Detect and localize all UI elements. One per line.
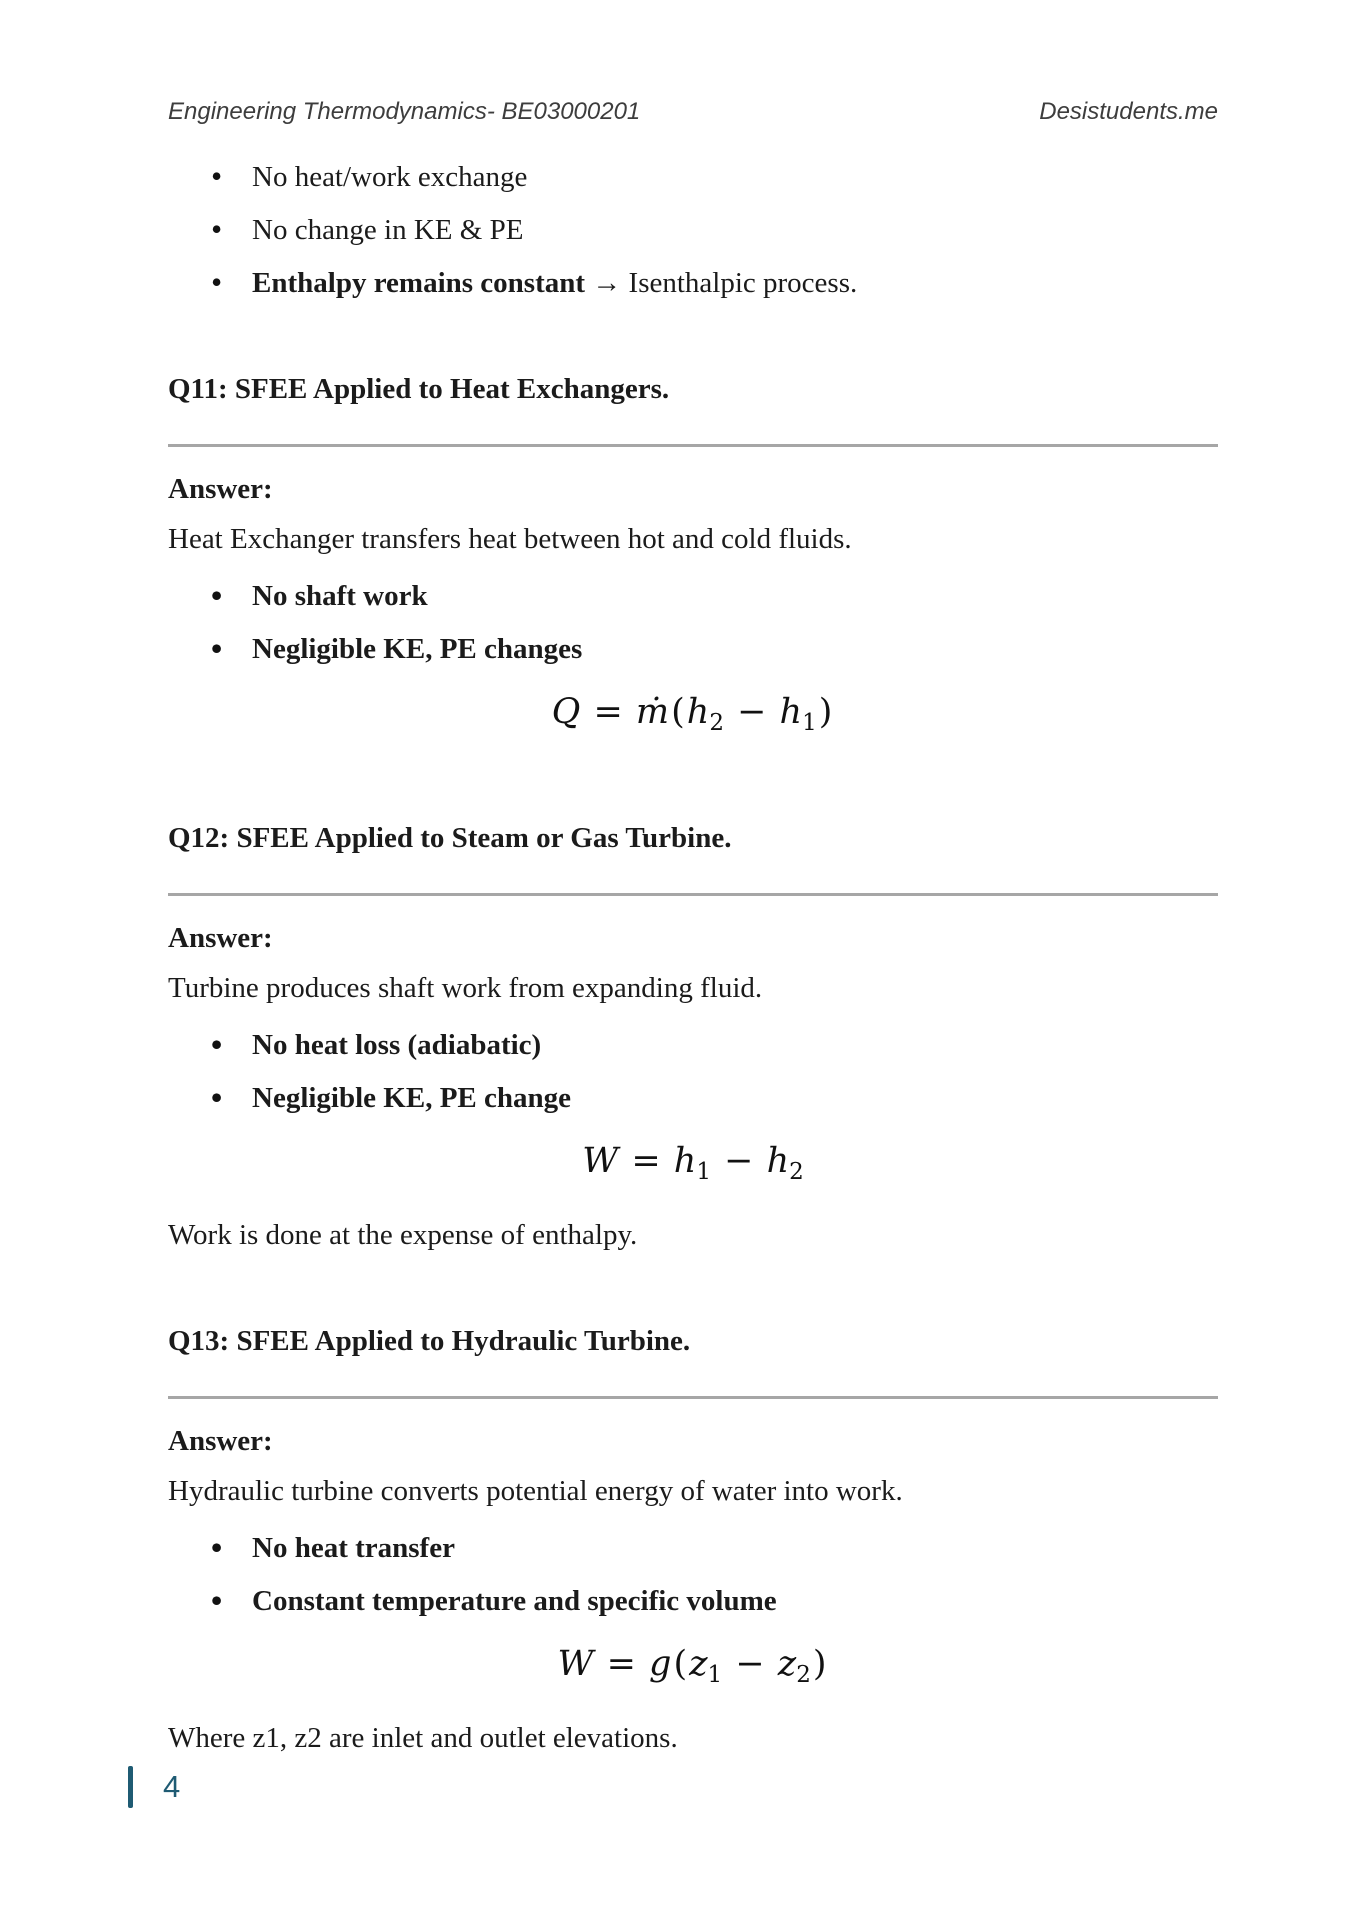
page-footer [128, 1766, 180, 1808]
formula-part: ) [818, 692, 833, 732]
bullet-text: Negligible KE, PE changes [252, 633, 583, 665]
formula-part: h [779, 692, 803, 732]
answer-bullet-list [168, 581, 1218, 664]
list-item [168, 268, 1218, 298]
formula-part: − [712, 1141, 765, 1181]
formula-part: g [649, 1644, 672, 1684]
answer-label: Answer: [168, 473, 273, 505]
bullet-text: No heat/work exchange [252, 161, 528, 193]
bullet-text: No change in KE & PE [252, 214, 524, 246]
list-item [168, 1586, 1218, 1616]
header-site-name: Desistudents.me [1039, 98, 1218, 125]
bullet-text: Negligible KE, PE change [252, 1082, 571, 1114]
formula-part: ) [812, 1644, 827, 1684]
formula-part: Q [551, 692, 581, 732]
formula-subscript: 1 [707, 1662, 723, 1688]
section-divider [168, 444, 1218, 447]
answer-label: Answer: [168, 922, 273, 954]
page-number-accent-bar [128, 1766, 133, 1808]
formula-subscript: 2 [796, 1662, 811, 1688]
formula-part: h [766, 1141, 790, 1181]
question-heading: Q11: SFEE Applied to Heat Exchangers. [168, 373, 670, 405]
section-q12 [168, 823, 1218, 1250]
intro-bullet-list [168, 162, 1218, 298]
formula-part: ( [673, 1644, 688, 1684]
answer-intro: Hydraulic turbine converts potential energy of water into work. [168, 1475, 903, 1507]
formula-part: W [582, 1141, 619, 1181]
bullet-text: Constant temperature and specific volume [252, 1585, 777, 1617]
formula-subscript: 1 [802, 710, 817, 736]
question-heading: Q12: SFEE Applied to Steam or Gas Turbine. [168, 822, 732, 854]
list-item [168, 634, 1218, 664]
answer-outro: Where z1, z2 are inlet and outlet elevations. [168, 1722, 678, 1754]
list-item [168, 215, 1218, 245]
bullet-text: No heat transfer [252, 1532, 455, 1564]
answer-outro: Work is done at the expense of enthalpy. [168, 1219, 638, 1251]
header-course-title: Engineering Thermodynamics- BE03000201 [168, 98, 641, 125]
formula-part: − [724, 1644, 776, 1684]
formula-subscript: 1 [696, 1159, 711, 1185]
formula-part: = [595, 1644, 648, 1684]
list-item [168, 1533, 1218, 1563]
formula-part: − [725, 692, 778, 732]
formula-part: W [557, 1644, 594, 1684]
bullet-text: No shaft work [252, 580, 428, 612]
section-divider [168, 1396, 1218, 1399]
answer-intro: Heat Exchanger transfers heat between hot and cold fluids. [168, 523, 852, 555]
formula-part: z [777, 1644, 797, 1684]
list-item [168, 162, 1218, 192]
answer-bullet-list [168, 1030, 1218, 1113]
formula-part: ṁ [635, 692, 670, 732]
list-item [168, 581, 1218, 611]
list-item [168, 1030, 1218, 1060]
formula-heat-exchanger [168, 688, 1218, 747]
bullet-text: No heat loss (adiabatic) [252, 1029, 542, 1061]
formula-part: = [582, 692, 634, 732]
formula-subscript: 2 [709, 710, 724, 736]
formula-part: h [686, 692, 710, 732]
list-item [168, 1083, 1218, 1113]
answer-intro: Turbine produces shaft work from expanding fluid. [168, 972, 763, 1004]
formula-hydraulic-turbine [168, 1640, 1218, 1699]
bullet-text: → Isenthalpic process. [585, 267, 858, 299]
formula-subscript: 2 [789, 1159, 804, 1185]
section-divider [168, 893, 1218, 896]
formula-part: = [620, 1141, 672, 1181]
bullet-text-bold: Enthalpy remains constant [252, 267, 586, 299]
answer-bullet-list [168, 1533, 1218, 1616]
page-header [168, 0, 1218, 126]
formula-turbine-work [168, 1137, 1218, 1196]
section-q11 [168, 374, 1218, 747]
page-number: 4 [163, 1769, 181, 1804]
answer-label: Answer: [168, 1425, 273, 1457]
formula-part: ( [671, 692, 685, 732]
formula-part: z [689, 1644, 708, 1684]
section-q13 [168, 1326, 1218, 1753]
question-heading: Q13: SFEE Applied to Hydraulic Turbine. [168, 1325, 691, 1357]
formula-part: h [673, 1141, 697, 1181]
